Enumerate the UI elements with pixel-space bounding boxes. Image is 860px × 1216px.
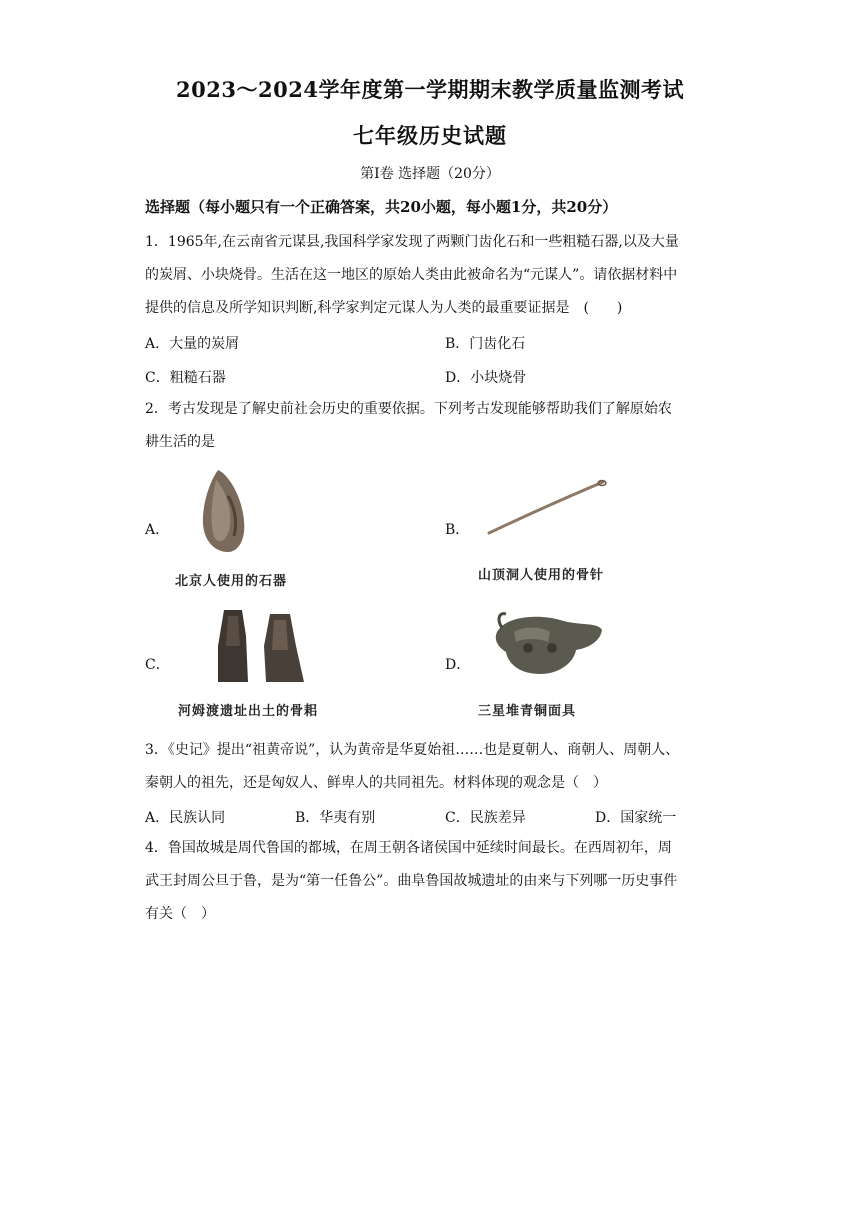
q3-option-a: A．民族认同 — [145, 810, 226, 826]
q1-option-d: D．小块烧骨 — [445, 370, 527, 386]
question-1-line-1: 1．1965年,在云南省元谋县,我国科学家发现了两颗门齿化石和一些粗糙石器,以及大量 — [145, 234, 679, 250]
question-3-line-1: 3．《史记》提出“祖黄帝说”，认为黄帝是华夏始祖……也是夏朝人、商朝人、周朝人、 — [145, 742, 680, 758]
caption-stone-tool: 北京人使用的石器 — [175, 574, 288, 589]
bronze-mask-image — [490, 608, 605, 678]
q1-option-a: A．大量的炭屑 — [145, 336, 240, 352]
caption-bone-needle: 山顶洞人使用的骨针 — [478, 568, 605, 583]
q3-option-c: C．民族差异 — [445, 810, 526, 826]
question-3-line-2: 秦朝人的祖先，还是匈奴人、鲜卑人的共同祖先。材料体现的观念是（ ） — [145, 775, 607, 791]
exam-subtitle: 七年级历史试题 — [353, 123, 507, 148]
bone-needle-image — [485, 478, 610, 538]
q2-option-a: A． — [145, 522, 170, 538]
question-2-line-2: 耕生活的是 — [145, 434, 215, 450]
q2-option-d: D． — [445, 657, 471, 673]
caption-bronze-mask: 三星堆青铜面具 — [478, 704, 577, 719]
exam-title: 2023～2024学年度第一学期期末教学质量监测考试 — [176, 77, 684, 102]
q2-option-b: B． — [445, 522, 470, 538]
question-3 — [145, 734, 720, 800]
question-2-line-1: 2．考古发现是了解史前社会历史的重要依据。下列考古发现能够帮助我们了解原始农 — [145, 401, 672, 417]
question-1-line-2: 的炭屑、小块烧骨。生活在这一地区的原始人类由此被命名为“元谋人”。请依据材料中 — [145, 267, 678, 283]
question-1 — [145, 226, 720, 325]
question-4 — [145, 832, 720, 931]
q2-option-c: C． — [145, 657, 170, 673]
question-4-line-1: 4．鲁国故城是周代鲁国的都城，在周王朝各诸侯国中延续时间最长。在西周初年，周 — [145, 840, 672, 856]
q1-option-b: B．门齿化石 — [445, 336, 526, 352]
bone-spade-image — [212, 606, 312, 686]
caption-bone-spade: 河姆渡遗址出土的骨耜 — [178, 704, 319, 719]
question-4-line-2: 武王封周公旦于鲁，是为“第一任鲁公”。曲阜鲁国故城遗址的由来与下列哪一历史事件 — [145, 873, 678, 889]
part-label: 第Ⅰ卷 选择题（20分） — [360, 166, 500, 182]
q3-option-b: B．华夷有别 — [295, 810, 376, 826]
question-1-line-3: 提供的信息及所学知识判断,科学家判定元谋人为人类的最重要证据是 ( ) — [145, 300, 623, 316]
q3-option-d: D．国家统一 — [595, 810, 677, 826]
question-4-line-3: 有关（ ） — [145, 906, 215, 922]
stone-tool-image — [198, 466, 248, 556]
section-heading: 选择题（每小题只有一个正确答案，共20小题，每小题1分，共20分） — [145, 198, 618, 216]
question-2 — [145, 393, 720, 459]
q1-option-c: C．粗糙石器 — [145, 370, 226, 386]
